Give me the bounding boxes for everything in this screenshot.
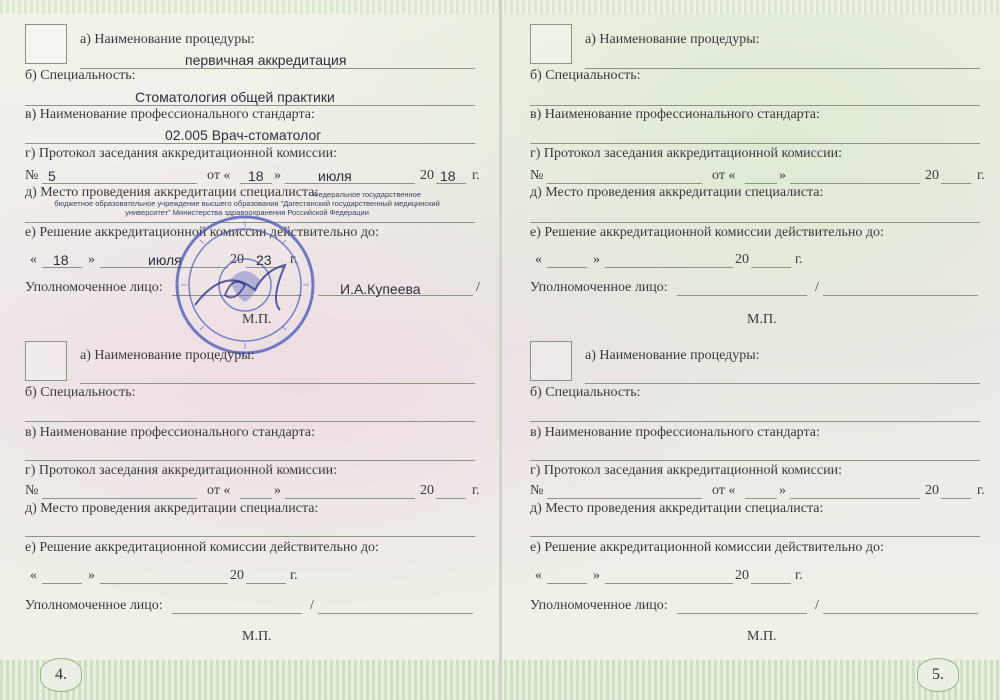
protocol-year: 18: [440, 168, 456, 184]
entry-checkbox: [530, 341, 572, 381]
procedure-value: первичная аккредитация: [185, 52, 347, 68]
protocol-from-label: от «: [207, 168, 231, 183]
page-spine: [499, 0, 502, 700]
protocol-month: июля: [318, 168, 352, 184]
page-number-right: 5.: [917, 658, 959, 692]
valid-month: июля: [148, 252, 182, 268]
accreditation-entry-2: а) Наименование процедуры: б) Специальность: в) Наименование профессионального стандарта: г) Протокол заседания аккредитационной комиссии: № от « » 20 г. д) Место проведения аккредитации специалиста: е) Решение аккредитационной комиссии действительно до: « » 20 г. Уполномоченное лицо: / М.П.: [505, 0, 1000, 330]
entry-checkbox: [25, 341, 67, 381]
procedure-label: а) Наименование процедуры:: [80, 32, 255, 47]
protocol-day: 18: [248, 168, 264, 184]
authorized-person: И.А.Купеева: [340, 281, 421, 297]
accreditation-entry-1: а) Наименование процедуры: первичная аккредитация б) Специальность: Стоматология общей практики в) Наименование профессионального стандарта: 02.005 Врач-стоматолог г) Протокол заседания аккредитационной комиссии: № 5 от « 18 » июля 20 18 г. д) Место проведения аккредитации специалиста: Федеральное государственное бюджетное образовательное учреждение высшего образования "Дагестанский государственный медицинский университет" Министерства здравоохранения Российской Федерации е) Решение аккредитационной комиссии действительно до: « 18 » июля 20 23 г. Уполномоченное лицо: И.А.Купеева / М.П.: [0, 0, 495, 330]
accreditation-entry-3: а) Наименование процедуры: б) Специальность: в) Наименование профессионального стандарта: г) Протокол заседания аккредитационной комиссии: № от « » 20 г. д) Место проведения аккредитации специалиста: е) Решение аккредитационной комиссии действительно до: « » 20 г. Уполномоченное лицо: / М.П.: [0, 333, 495, 663]
valid-day: 18: [53, 252, 69, 268]
stamp-place-label: М.П.: [242, 312, 272, 327]
protocol-label: г) Протокол заседания аккредитационной комиссии:: [25, 146, 337, 161]
entry-checkbox: [530, 24, 572, 64]
specialty-label: б) Специальность:: [25, 68, 136, 83]
entry-checkbox: [25, 24, 67, 64]
protocol-number-label: №: [25, 168, 39, 183]
protocol-number: 5: [48, 168, 56, 184]
page-right: [505, 0, 1000, 700]
standard-label: в) Наименование профессионального стандарта:: [25, 107, 315, 122]
specialty-value: Стоматология общей практики: [135, 89, 335, 105]
standard-value: 02.005 Врач-стоматолог: [165, 127, 322, 143]
valid-year: 23: [256, 252, 272, 268]
place-label: д) Место проведения аккредитации специалиста:: [25, 185, 319, 200]
authorized-label: Уполномоченное лицо:: [25, 280, 163, 295]
accreditation-entry-4: а) Наименование процедуры: б) Специальность: в) Наименование профессионального стандарта: г) Протокол заседания аккредитационной комиссии: № от « » 20 г. д) Место проведения аккредитации специалиста: е) Решение аккредитационной комиссии действительно до: « » 20 г. Уполномоченное лицо: / М.П.: [505, 333, 1000, 663]
decision-label: е) Решение аккредитационной комиссии действительно до:: [25, 225, 379, 240]
page-left: [0, 0, 495, 700]
organization-stamp: Федеральное государственное бюджетное образовательное учреждение высшего образования "Дагестанский государственный медицинский университет" Министерства здравоохранения Российской Федерации: [54, 190, 440, 217]
page-number-left: 4.: [40, 658, 82, 692]
